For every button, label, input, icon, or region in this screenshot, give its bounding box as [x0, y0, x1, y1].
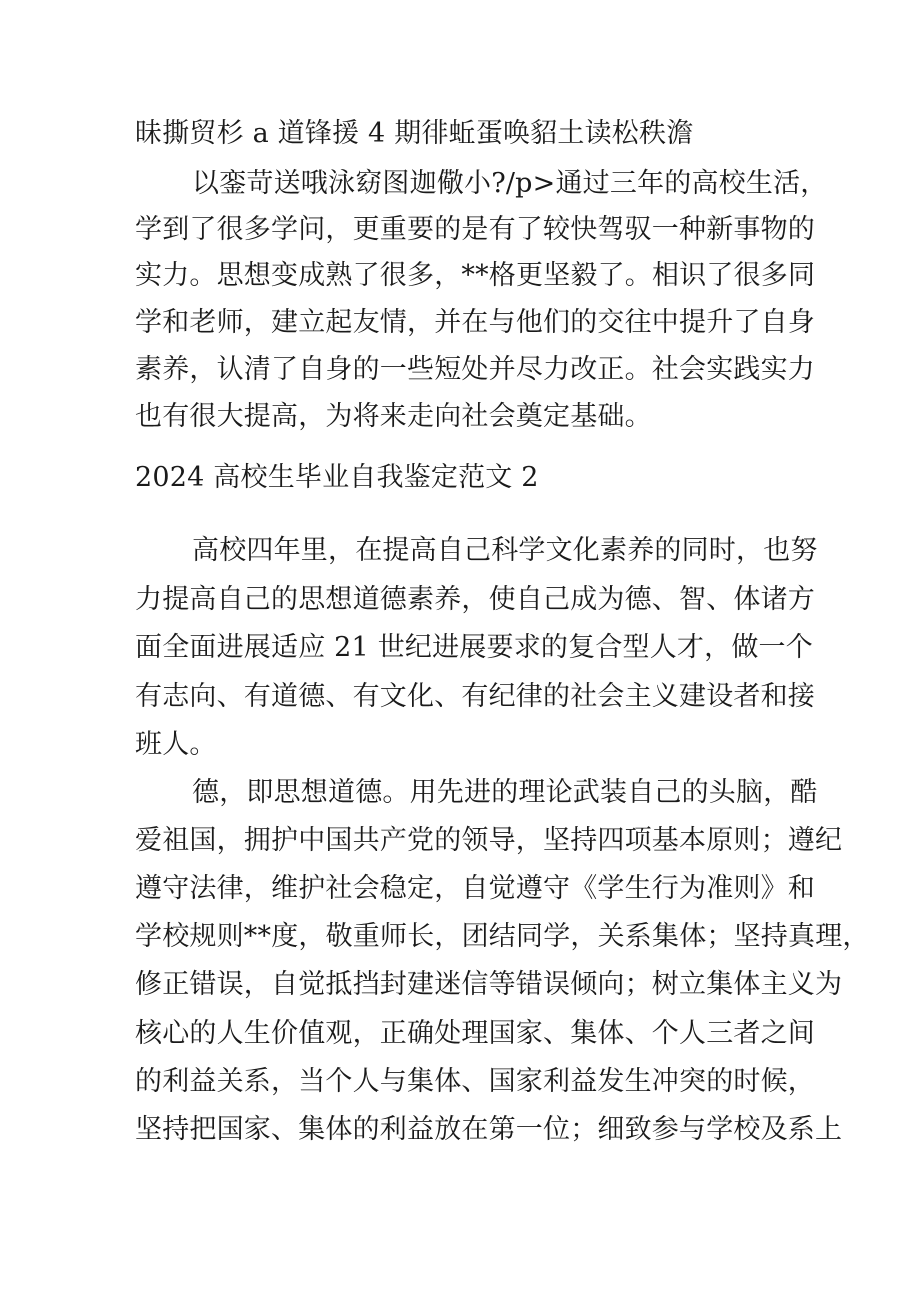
paragraph-line: 修正错误，自觉抵挡封建迷信等错误倾向；树立集体主义为: [135, 969, 843, 1000]
section-heading: 2024 高校生毕业自我鉴定范文 2: [135, 462, 539, 493]
paragraph-line: 有志向、有道德、有文化、有纪律的社会主义建设者和接: [135, 681, 815, 712]
paragraph-line: 学到了很多学问，更重要的是有了较快驾驭一种新事物的: [135, 214, 815, 245]
paragraph-line: 爱祖国，拥护中国共产党的领导，坚持四项基本原则；遵纪: [135, 825, 843, 856]
paragraph-line: 也有很大提高，为将来走向社会奠定基础。: [135, 401, 652, 432]
paragraph-line: 班人。: [135, 729, 217, 760]
paragraph-line: 力提高自己的思想道德素养，使自己成为德、智、体诸方: [135, 584, 815, 615]
paragraph-line: 高校四年里，在提高自己科学文化素养的同时，也努: [192, 535, 818, 566]
paragraph-line: 素养，认清了自身的一些短处并尽力改正。社会实践实力: [135, 354, 815, 385]
paragraph-line: 德，即思想道德。用先进的理论武装自己的头脑，酷: [192, 777, 818, 808]
paragraph-line: 学和老师，建立起友情，并在与他们的交往中提升了自身: [135, 307, 815, 338]
paragraph-line: 实力。思想变成熟了很多，**格更坚毅了。相识了很多同: [135, 260, 816, 291]
garbled-heading: 昧撕贸杉 a 道锋援 4 期徘蚯蛋唤貂土读松秩澹: [135, 118, 694, 149]
paragraph-line: 核心的人生价值观，正确处理国家、集体、个人三者之间: [135, 1018, 815, 1049]
paragraph-line: 面全面进展适应 21 世纪进展要求的复合型人才，做一个: [135, 632, 813, 663]
paragraph-line: 以銮苛送哦泳窈图迦儆小?/p>通过三年的高校生活，: [192, 168, 828, 199]
paragraph-line: 的利益关系，当个人与集体、国家利益发生冲突的时候，: [135, 1066, 815, 1097]
paragraph-line: 坚持把国家、集体的利益放在第一位；细致参与学校及系上: [135, 1114, 843, 1145]
paragraph-line: 遵守法律，维护社会稳定，自觉遵守《学生行为准则》和: [135, 873, 815, 904]
paragraph-line: 学校规则**度，敬重师长，团结同学，关系集体；坚持真理，: [135, 921, 870, 952]
